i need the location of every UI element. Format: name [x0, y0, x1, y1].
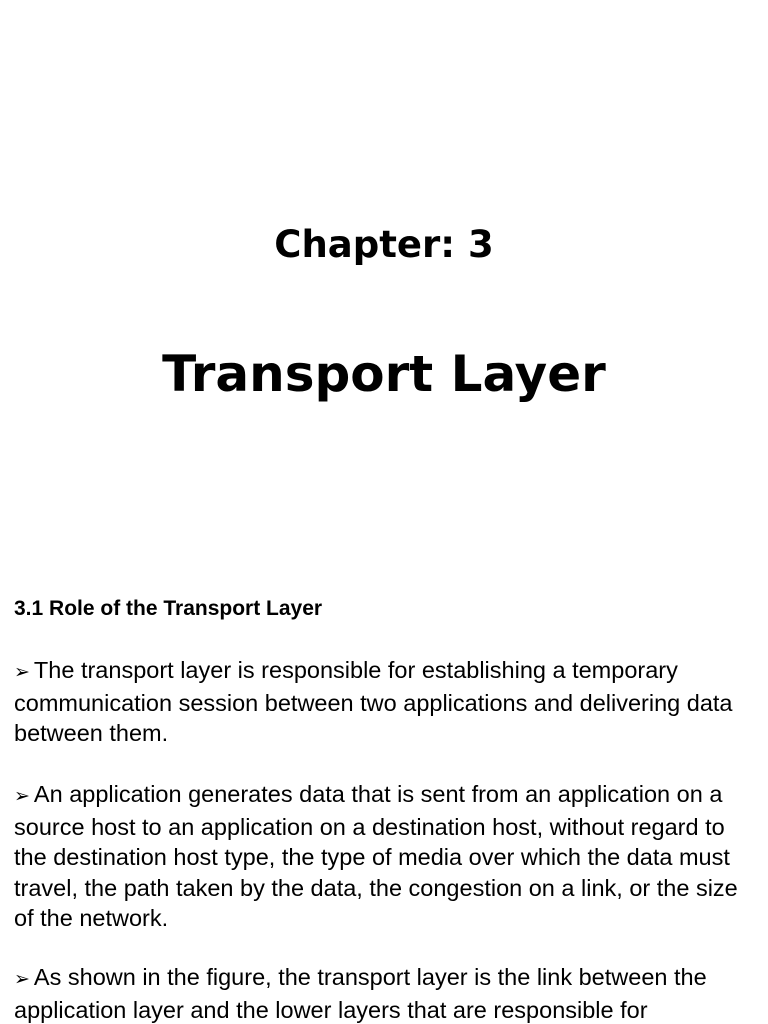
paragraph-1-text: The transport layer is responsible for establishing a temporary communication session between two applications and delivering data between them. — [14, 657, 733, 747]
chapter-number: Chapter: 3 — [274, 223, 494, 266]
section-heading: 3.1 Role of the Transport Layer — [14, 597, 323, 620]
chapter-title: Transport Layer — [162, 345, 606, 403]
bullet-arrow-icon: ➢ — [14, 661, 30, 683]
paragraph-3 — [14, 962, 759, 1024]
bullet-arrow-icon: ➢ — [14, 785, 30, 807]
paragraph-2 — [14, 779, 759, 934]
paragraph-3-text: As shown in the figure, the transport layer is the link between the application layer and the lower layers that are responsible for — [14, 964, 707, 1023]
bullet-arrow-icon: ➢ — [14, 968, 30, 990]
paragraph-2-text: An application generates data that is sent from an application on a source host to an application on a destination host, without regard to the destination host type, the type of media over which the data must travel, the path taken by the data, the congestion on a link, or the size of the network. — [14, 781, 738, 932]
paragraph-1 — [14, 655, 759, 749]
